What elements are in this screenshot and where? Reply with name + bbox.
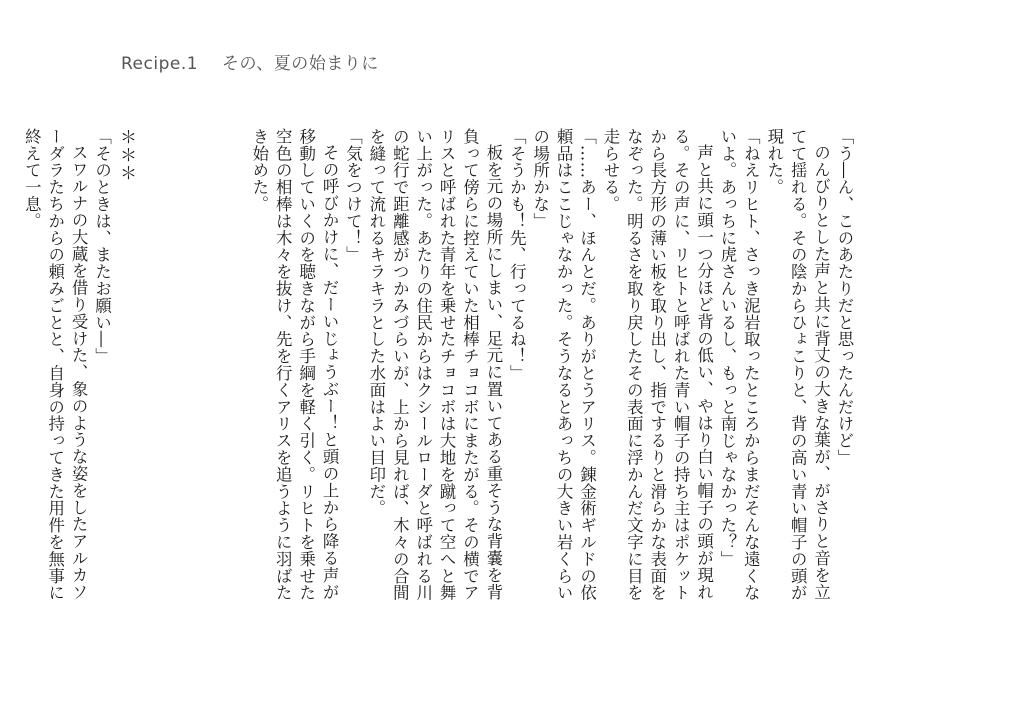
dialogue-line: 「う―ん、このあたりだと思ったんだけど」 [835,128,854,466]
dialogue-line: 「そうかも！先、行ってるね！」 [507,128,527,382]
narration-paragraph: 声と共に頭一つ分ほど背の低い、やはり白い帽子の頭が現れる。その声に、リヒトと呼ばれた青い帽子の持ち主はポケットから長方形の薄い板を取り出し、指でするりと滑らかな表面をなぞった。明るさを取り戻したその表面に浮かんだ文字に目を走らせる。 [600,128,714,602]
dialogue-line: 「ねえリヒト、さっき泥岩取ったところからまだそんな遠くないよ。あっちに虎さんいるし、もっと南じゃなかった？」 [717,128,761,602]
chapter-label: Recipe.1 [121,54,199,74]
narration-paragraph: スワルナの大蔵を借り受けた、象のような姿をしたアルカソーダラたちからの頼みごとと、自身の持ってきた用件を無事に終えて一息。 [22,128,89,602]
chapter-title: その、夏の始まりに [221,54,379,74]
vertical-body-text [22,128,856,608]
narration-paragraph: のんびりとした声と共に背丈の大きな葉が、がさりと音を立てて揺れる。その陰からひょこりと、背の高い青い帽子の頭が現れた。 [764,128,831,602]
scene-break: ＊＊＊ [115,128,136,182]
narration-paragraph: 板を元の場所にしまい、足元に置いてある重そうな背嚢を背負って傍らに控えていた相棒チョコボにまたがる。その横でアリスと呼ばれた青年を乗せたチョコボは大地を蹴って空へと舞い上がった。あたりの住民からはクシールローダと呼ばれる川の蛇行で距離感がつかみづらいが、上から見れば、木々の合間を縫って流れるキラキラとした水面はよい目印だ。 [366,128,503,602]
dialogue-line: 「そのときは、またお願い―」 [92,128,112,365]
dialogue-line: 「気をつけて！」 [343,128,363,264]
narration-paragraph: その呼びかけに、だーいじょうぶー！と頭の上から降る声が移動していくのを聴きながら手綱を軽く引く。リヒトを乗せた空色の相棒は木々を抜け、先を行くアリスを追うように羽ばたき始めた。 [249,128,340,602]
running-header [121,49,379,74]
dialogue-line: 「……あー、ほんとだ。ありがとうアリス。錬金術ギルドの依頼品はここじゃなかった。そうなるとあっちの大きい岩くらいの場所かな」 [530,128,597,602]
